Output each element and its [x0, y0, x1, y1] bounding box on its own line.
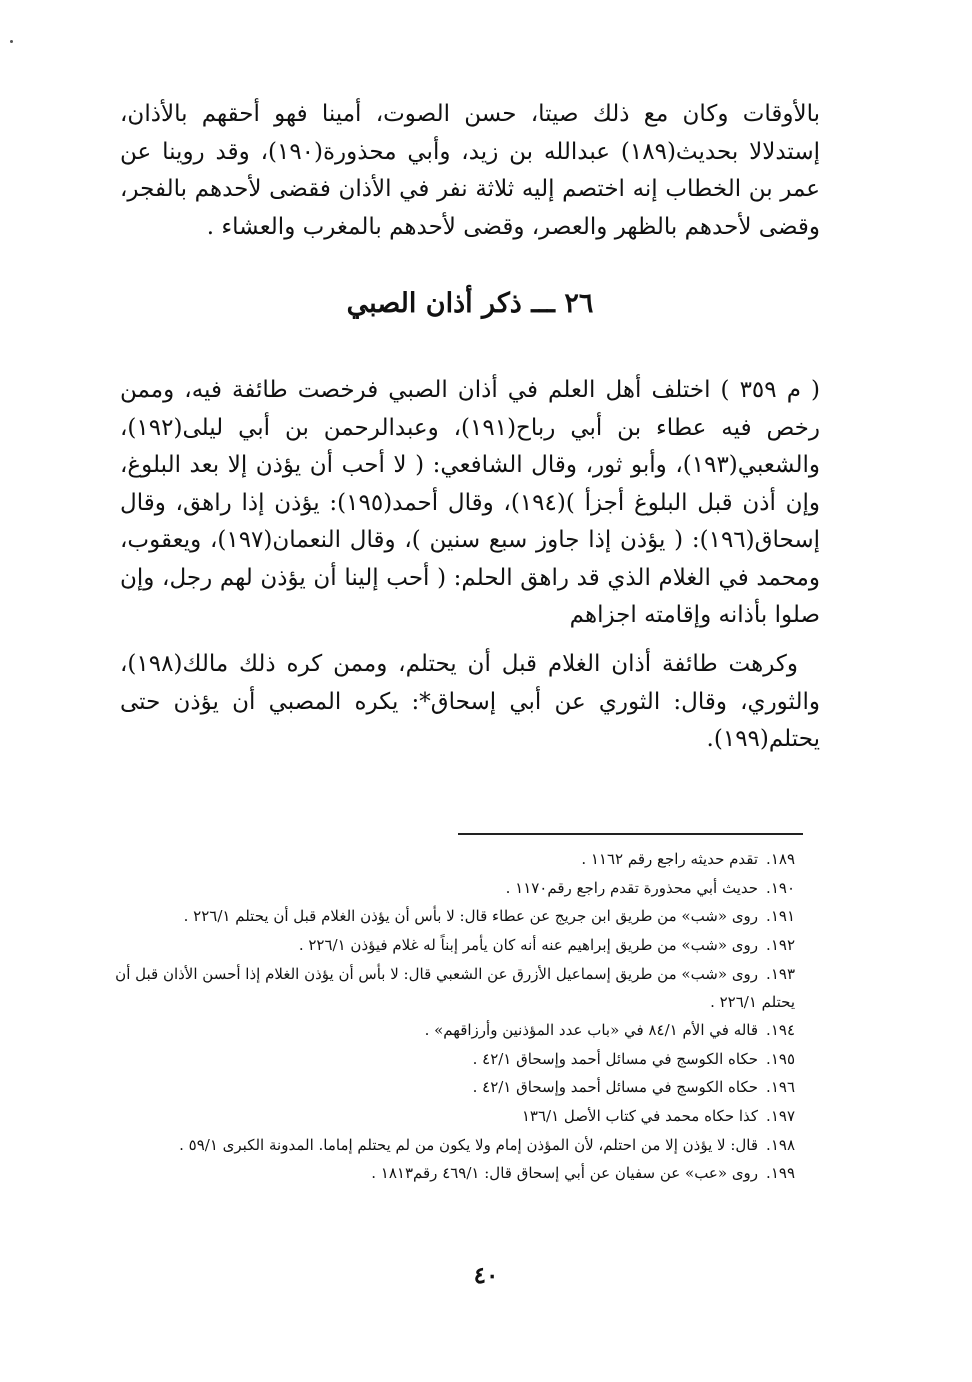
footnote-text: قال: لا يؤذن إلا من احتلم، لأن المؤذن إمام ولا يكون من لم يحتلم إماما. المدونة الكبرى ٥٩/١ . [179, 1135, 759, 1154]
paragraph-ikhtilaf-text: ( م ٣٥٩ ) اختلف أهل العلم في أذان الصبي فرخصت طائفة فيه، وممن رخص فيه عطاء بن أبي رباح(١٩١)، وعبدالرحمن بن أبي ليلى(١٩٢)، والشعبي(١٩٣)، وأبو ثور، وقال الشافعي: ( لا أحب أن يؤذن إلا بعد البلوغ، وإن أذن قبل البلوغ أجزأ )(١٩٤)، وقال أحمد(١٩٥): يؤذن إذا راهق، وقال إسحاق(١٩٦): ( يؤذن إذا جاوز سبع سنين )، وقال النعمان(١٩٧)، ويعقوب، ومحمد في الغلام الذي قد راهق الحلم: ( أحب إلينا أن يؤذن لهم رجل، وإن صلوا بأذانه وإقامته اجزاهم [120, 377, 820, 628]
footnote-item [110, 960, 795, 1016]
footnote-text: تقدم حديثه راجع رقم ١١٦٢ . [581, 850, 759, 868]
intro-paragraph [120, 96, 820, 246]
page-number: ٤٠ [473, 1262, 499, 1289]
footnote-divider [458, 833, 803, 835]
footnote-number: ١٩٩. [766, 1164, 795, 1183]
footnote-number: ١٩٦. [766, 1078, 795, 1097]
paragraph-karihat [120, 646, 820, 759]
footnote-number: ١٩٠. [766, 878, 795, 897]
paragraph-karihat-text: وكرهت طائفة أذان الغلام قبل أن يحتلم، وممن كره ذلك مالك(١٩٨)، والثوري، وقال: الثوري عن أبي إسحاق*: يكره المصبي أن يؤذن حتى يحتلم(١٩٩). [120, 651, 820, 752]
section-heading: ٢٦ ـــ ذكر أذان الصبي [346, 288, 594, 319]
footnote-item [110, 902, 795, 931]
footnote-item [110, 1073, 795, 1102]
footnote-text: روى «شب» من طريق ابن جريج عن عطاء قال: لا بأس أن يؤذن الغلام قبل أن يحتلم ٢٢٦/١ . [183, 907, 759, 926]
footnote-item [110, 845, 795, 874]
footnote-number: ١٩٧. [766, 1106, 795, 1125]
footnote-item [110, 874, 795, 903]
footnote-number: ١٨٩. [766, 850, 795, 868]
footnote-item [110, 1159, 795, 1188]
footnote-text: حديث أبي محذورة تقدم راجع رقم١١٧٠ . [505, 878, 759, 897]
footnote-text: روى «شب» من طريق إبراهيم عنه أنه كان يأمر إبناً له غلام فيؤذن ٢٢٦/١ . [298, 936, 759, 955]
footnote-text: روى «شب» من طريق إسماعيل الأزرق عن الشعبي قال: لا بأس أن يؤذن الغلام إذا أحسن الأذان قبل أن يحتلم ٢٢٦/١ . [115, 964, 795, 1011]
footnote-number: ١٩٥. [766, 1049, 795, 1068]
footnotes-list [110, 845, 795, 1188]
footnote-item [110, 1045, 795, 1074]
footnote-item [110, 1131, 795, 1160]
footnote-number: ١٩٨. [766, 1135, 795, 1154]
footnote-text: حكاه الكوسج في مسائل أحمد وإسحاق ٤٢/١ . [472, 1078, 759, 1097]
footnote-number: ١٩٣. [766, 964, 795, 983]
footnote-text: كذا حكاه محمد في كتاب الأصل ١٣٦/١ [521, 1106, 759, 1125]
footnote-text: روى «عب» عن سفيان عن أبي إسحاق قال: ٤٦٩/١ رقم١٨١٣ . [371, 1164, 759, 1183]
footnote-number: ١٩٢. [766, 936, 795, 955]
footnote-number: ١٩٤. [766, 1020, 795, 1039]
intro-paragraph-text: بالأوقات وكان مع ذلك صيتا، حسن الصوت، أمينا فهو أحقهم بالأذان، إستدلالا بحديث(١٨٩) عبدالله بن زيد، وأبي محذورة(١٩٠)، وقد روينا عن عمر بن الخطاب إنه اختصم إليه ثلاثة نفر في الأذان فقضى لأحدهم بالفجر، وقضى لأحدهم بالظهر والعصر، وقضى لأحدهم بالمغرب والعشاء . [120, 101, 820, 240]
footnote-text: قاله في الأم ٨٤/١ في «باب عدد المؤذنين وأرزاقهم» . [424, 1020, 759, 1039]
paragraph-ikhtilaf [120, 372, 820, 635]
footnote-text: حكاه الكوسج في مسائل أحمد وإسحاق ٤٢/١ . [472, 1049, 759, 1068]
footnote-item [110, 931, 795, 960]
footnote-number: ١٩١. [766, 907, 795, 926]
scan-speck [10, 40, 13, 43]
footnote-item [110, 1016, 795, 1045]
footnote-item [110, 1102, 795, 1131]
